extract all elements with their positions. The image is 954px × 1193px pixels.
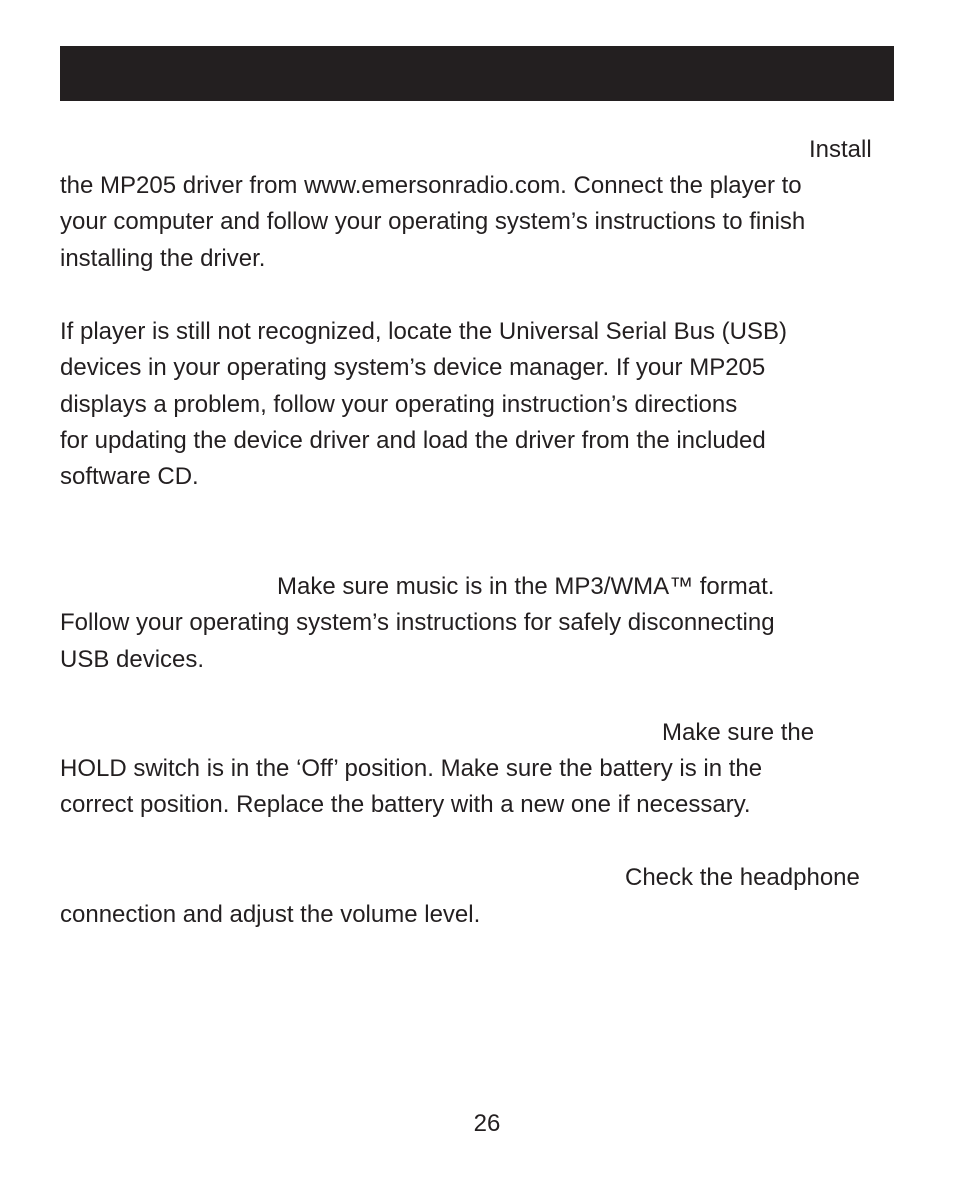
- text-line: Make sure music is in the MP3/WMA™ format.: [277, 573, 775, 600]
- text-line: correct position. Replace the battery with a new one if necessary.: [60, 791, 751, 818]
- text-line: software CD.: [60, 463, 199, 490]
- text-line: for updating the device driver and load the driver from the included: [60, 427, 766, 454]
- text-line: devices in your operating system’s device manager. If your MP205: [60, 354, 766, 381]
- text-line: connection and adjust the volume level.: [60, 901, 481, 928]
- text-line: USB devices.: [60, 646, 205, 673]
- text-line: Make sure the: [662, 719, 815, 746]
- text-line: installing the driver.: [60, 245, 266, 272]
- text-line: your computer and follow your operating system’s instructions to finish: [60, 208, 806, 235]
- text-line: Follow your operating system’s instructions for safely disconnecting: [60, 609, 775, 636]
- text-line: HOLD switch is in the ‘Off’ position. Make sure the battery is in the: [60, 755, 763, 782]
- text-line: Install: [809, 136, 872, 163]
- page-number: 26: [473, 1110, 501, 1137]
- header-bar: [60, 46, 894, 101]
- text-line: the MP205 driver from www.emersonradio.com. Connect the player to: [60, 172, 802, 199]
- text-line: If player is still not recognized, locate the Universal Serial Bus (USB): [60, 318, 787, 345]
- text-line: displays a problem, follow your operating instruction’s directions: [60, 391, 738, 418]
- text-line: Check the headphone: [625, 864, 860, 891]
